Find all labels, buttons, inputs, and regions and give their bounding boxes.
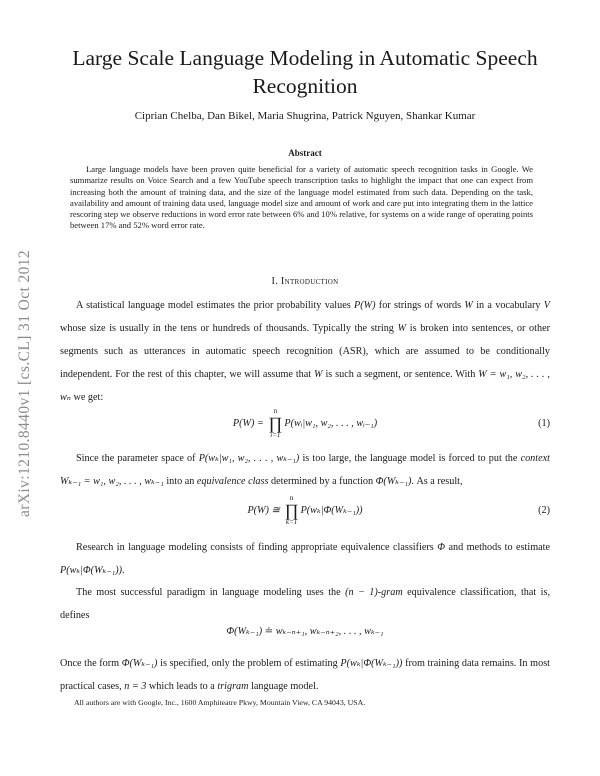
paragraph-3 bbox=[60, 536, 550, 582]
text-run: Once the form bbox=[60, 658, 122, 669]
product-lower: i=1 bbox=[270, 431, 281, 439]
math-inline: Φ(Wₖ₋₁) bbox=[375, 476, 412, 487]
math-inline: P(wₖ|Φ(Wₖ₋₁)) bbox=[60, 565, 122, 576]
eq-lhs: P(W) ≅ bbox=[247, 504, 283, 516]
math-inline: V bbox=[543, 300, 551, 311]
text-run: we get: bbox=[70, 392, 104, 403]
emphasis: trigram bbox=[217, 681, 249, 692]
equation-1 bbox=[60, 408, 550, 444]
text-run: language model. bbox=[248, 681, 319, 692]
text-run: and methods to estimate bbox=[444, 542, 550, 553]
text-run: Research in language modeling consists of finding appropriate equivalence classifiers bbox=[76, 542, 438, 553]
product-symbol: ∏ bbox=[268, 414, 283, 433]
product-lower: k=1 bbox=[285, 518, 298, 526]
math-inline: P(wₖ|Φ(Wₖ₋₁)) bbox=[340, 658, 403, 669]
section-heading bbox=[60, 276, 550, 287]
text-run: is broken into sentences, or other segments such as utterances in automatic speech recognition (ASR), which are assumed to be conditionally independent. For the rest of this chapter, we will assume that bbox=[60, 323, 550, 380]
math-inline: Φ bbox=[437, 542, 445, 553]
text-run: whose size is usually in the tens or hundreds of thousands. Typically the string bbox=[60, 323, 398, 334]
product-symbol: ∏ bbox=[284, 501, 299, 520]
paper-title: Large Scale Language Modeling in Automatic Speech Recognition bbox=[72, 46, 538, 98]
eq-body: Φ(Wₖ₋₁) ≐ wₖ₋ₙ₊₁, wₖ₋ₙ₊₂, . . . , wₖ₋₁ bbox=[226, 626, 384, 637]
math-inline: P(wₖ|w₁, w₂, . . . , wₖ₋₁) bbox=[198, 453, 300, 464]
equation-2 bbox=[60, 495, 550, 531]
equation-number: (1) bbox=[538, 418, 550, 429]
text-run: which leads to a bbox=[146, 681, 218, 692]
emphasis: context bbox=[520, 453, 550, 464]
text-run: equivalence classification, that is, defines bbox=[60, 587, 550, 621]
product-operator bbox=[285, 495, 299, 526]
eq-rhs: P(wₖ|Φ(Wₖ₋₁)) bbox=[300, 504, 363, 516]
text-run: A statistical language model estimates the prior probability values bbox=[76, 300, 355, 311]
text-run: . bbox=[121, 565, 125, 576]
text-run: The most successful paradigm in language modeling uses the bbox=[76, 587, 346, 598]
product-upper: n bbox=[273, 407, 278, 415]
product-operator bbox=[268, 408, 282, 439]
paragraph-5 bbox=[60, 652, 550, 698]
paragraph-4 bbox=[60, 581, 550, 627]
text-run: into an bbox=[163, 476, 197, 487]
emphasis: (n − 1)-gram bbox=[345, 587, 403, 598]
math-inline: W bbox=[464, 300, 473, 311]
text-run: determined by a function bbox=[268, 476, 376, 487]
math-inline: W = w₁, w₂, . . . , wₙ bbox=[60, 369, 550, 403]
text-run: is specified, only the problem of estimating bbox=[157, 658, 341, 669]
text-run: from training data remains. In most practical cases, bbox=[60, 658, 550, 692]
math-inline: P(W) bbox=[354, 300, 376, 311]
eq-lhs: P(W) = bbox=[232, 417, 267, 429]
section-numeral: I. bbox=[271, 276, 279, 287]
abstract-text: Large language models have been proven quite beneficial for a variety of automatic speech recognition tasks in Google. We summarize results on Voice Search and a few YouTube speech transcription tasks to highlight the impact that one can expect from increasing both the amount of training data, and the size of the language model estimated from such data. Depending on the task, availability and amount of training data used, language model size and amount of work and care put into integrating them in the lattice rescoring step we observe reductions in word error rate between 6% and 10% relative, for systems on a wide range of operating points between 17% and 52% word error rate. bbox=[70, 164, 533, 231]
math-inline: Φ(Wₖ₋₁) bbox=[121, 658, 158, 669]
text-run: . As a result, bbox=[411, 476, 463, 487]
math-inline: W bbox=[314, 369, 323, 380]
math-inline: n = 3 bbox=[124, 681, 147, 692]
footnote: All authors are with Google, Inc., 1600 Amphiteatre Pkwy, Mountain View, CA 94043, USA. bbox=[74, 698, 366, 707]
abstract-heading: Abstract bbox=[288, 148, 322, 158]
text-run: Since the parameter space of bbox=[76, 453, 199, 464]
equation-3 bbox=[60, 626, 550, 642]
equation-number: (2) bbox=[538, 505, 550, 516]
eq-rhs: P(wᵢ|w₁, w₂, . . . , wᵢ₋₁) bbox=[284, 417, 378, 429]
text-run: in a vocabulary bbox=[472, 300, 544, 311]
paragraph-2 bbox=[60, 447, 550, 493]
paragraph-1 bbox=[60, 294, 550, 409]
text-run: is too large, the language model is forced to put the bbox=[299, 453, 521, 464]
math-inline: W bbox=[397, 323, 407, 334]
product-upper: n bbox=[289, 494, 294, 502]
author-list: Ciprian Chelba, Dan Bikel, Maria Shugrina, Patrick Nguyen, Shankar Kumar bbox=[134, 110, 476, 122]
emphasis: equivalence class bbox=[196, 476, 269, 487]
text-run: is such a segment, or sentence. With bbox=[322, 369, 479, 380]
text-run: for strings of words bbox=[375, 300, 465, 311]
arxiv-stamp: arXiv:1210.8440v1 [cs.CL] 31 Oct 2012 bbox=[16, 249, 33, 517]
math-inline: Wₖ₋₁ = w₁, w₂, . . . , wₖ₋₁ bbox=[60, 476, 164, 487]
section-title: Introduction bbox=[280, 276, 339, 287]
